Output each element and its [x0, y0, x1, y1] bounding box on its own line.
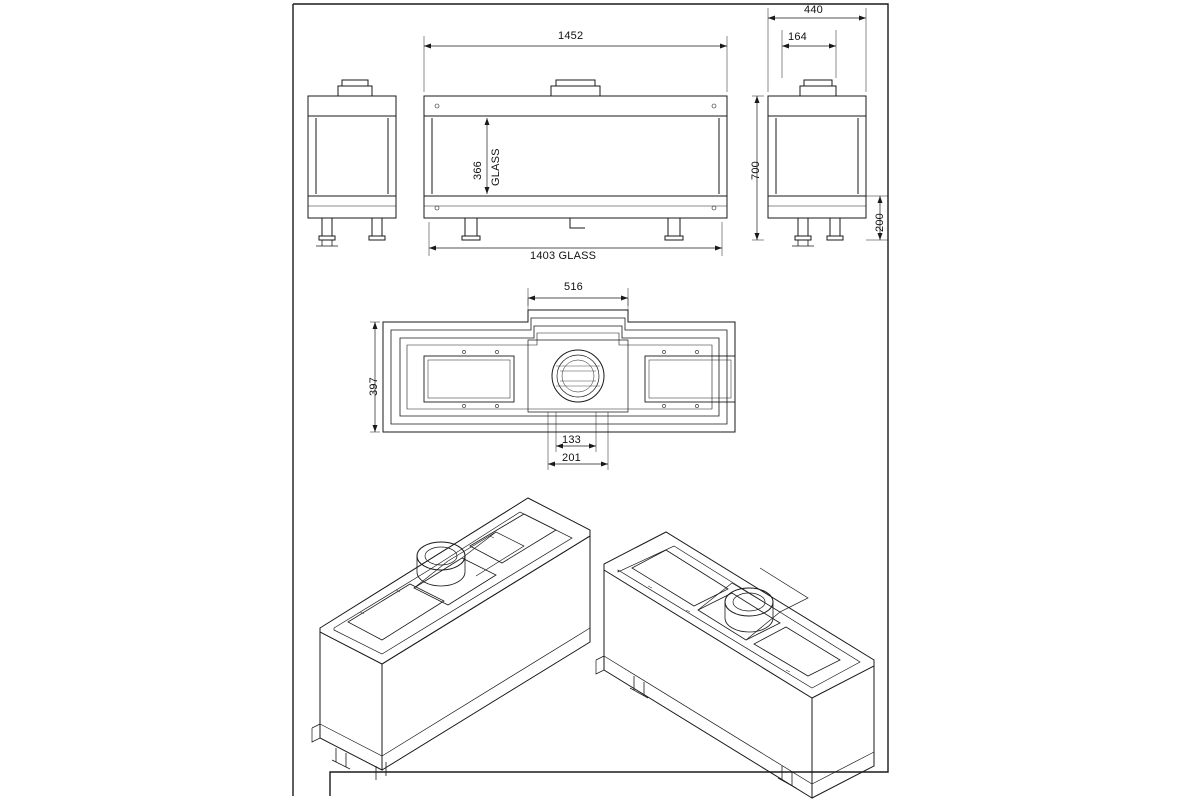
front-elevation-left-unit [308, 80, 396, 246]
dim-side-leg-height-label: 200 [874, 213, 886, 232]
dim-front-glass-width-label: 1403 GLASS [530, 250, 597, 262]
dim-side-inner-width-label: 164 [788, 31, 807, 43]
dim-side-width-label: 440 [804, 4, 823, 16]
side-elevation-view [768, 80, 866, 246]
dimension-lines-side [752, 8, 888, 240]
dim-plan-depth-label: 397 [368, 377, 380, 396]
dimension-lines-front [424, 36, 727, 256]
dim-front-glass-word-label: GLASS [490, 148, 502, 186]
dim-side-height-label: 700 [750, 161, 762, 180]
top-plan-view [383, 310, 735, 432]
front-elevation-view [424, 80, 727, 240]
dim-plan-offset-201-label: 201 [562, 452, 581, 464]
isometric-view-right [596, 532, 874, 798]
isometric-view-left [312, 498, 590, 780]
dim-front-glass-height-label: 366 [472, 161, 484, 180]
dimension-lines-plan [370, 288, 628, 470]
dim-plan-small-offset-label: 133 [562, 434, 581, 446]
dim-plan-flue-offset-label: 516 [564, 281, 583, 293]
dim-front-width-label: 1452 [558, 30, 584, 42]
